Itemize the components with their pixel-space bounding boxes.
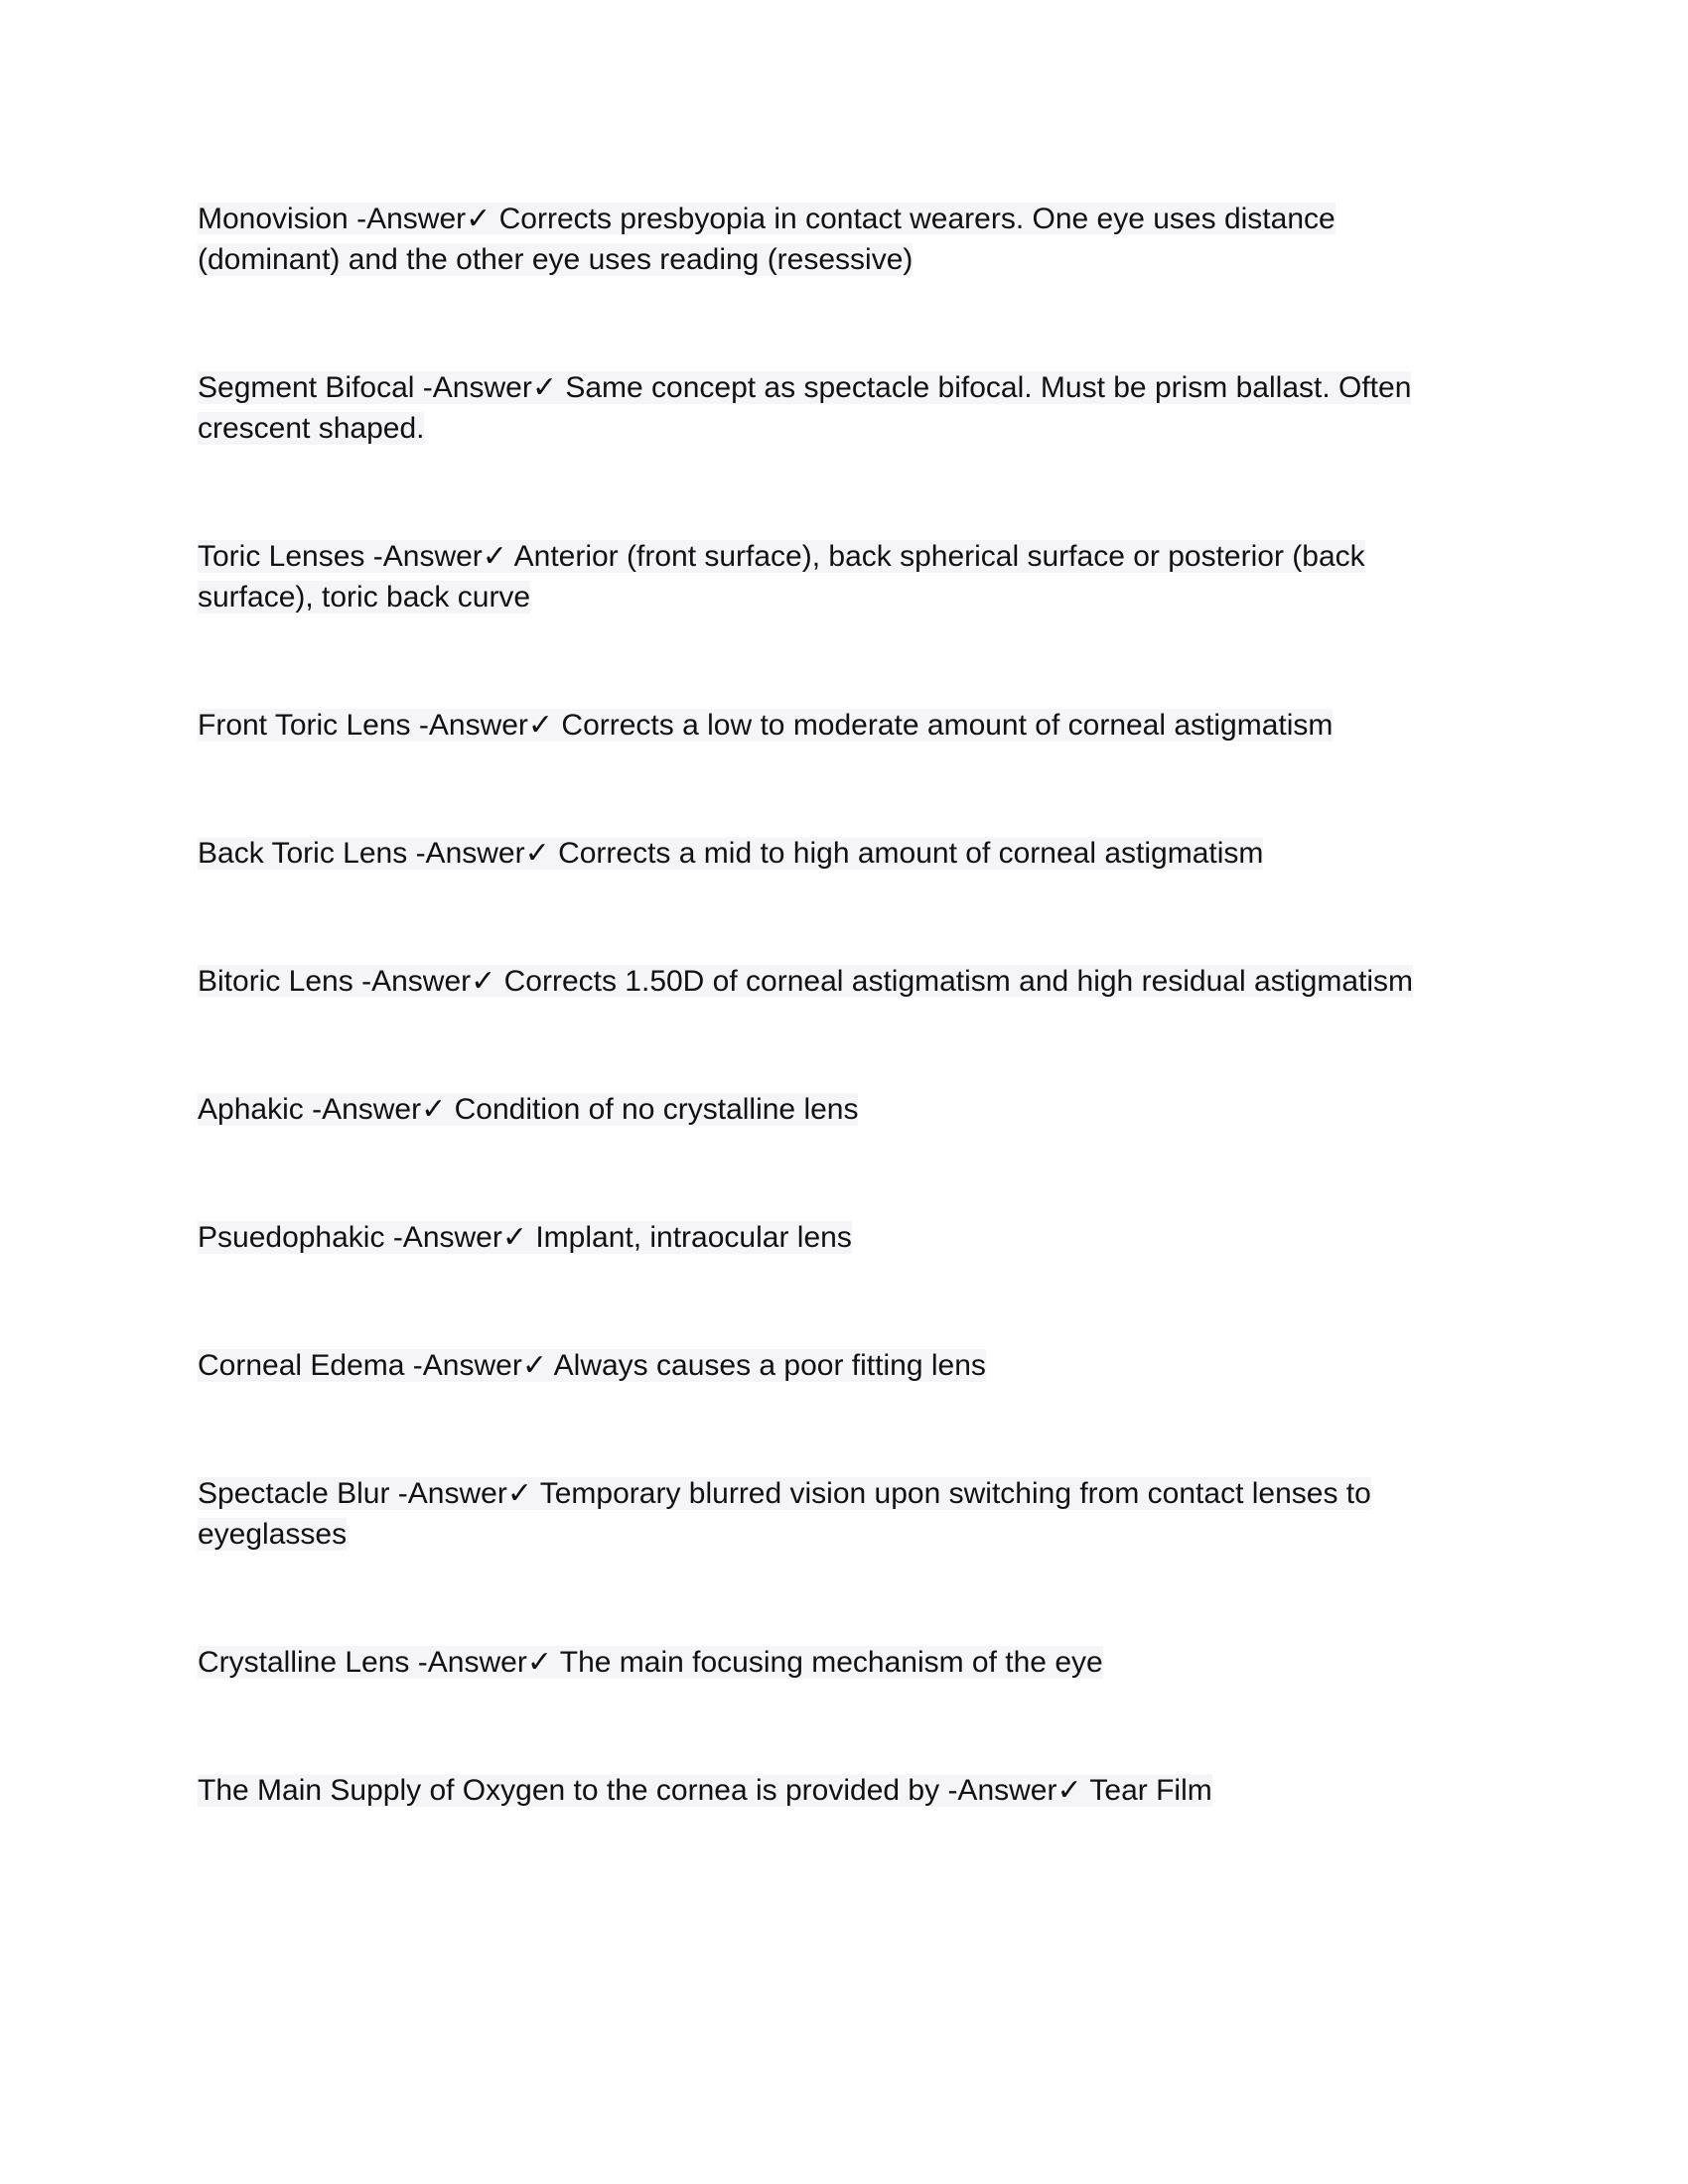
- qa-item-oxygen-supply: [198, 1770, 1449, 1811]
- check-icon: ✓: [526, 1646, 552, 1679]
- check-icon: ✓: [421, 1093, 447, 1126]
- check-icon: ✓: [524, 837, 550, 870]
- qa-highlight: [198, 1646, 1103, 1679]
- check-icon: ✓: [1056, 1774, 1082, 1807]
- qa-item-psuedophakic: [198, 1217, 1449, 1258]
- answer-separator: -Answer: [392, 1221, 502, 1254]
- qa-item-back-toric-lens: [198, 833, 1449, 874]
- qa-highlight: [198, 1093, 858, 1126]
- answer: Corrects a low to moderate amount of corneal astigmatism: [561, 709, 1334, 742]
- answer: Tear Film: [1089, 1774, 1212, 1807]
- term: Front Toric Lens: [198, 709, 411, 742]
- qa-item-crystalline-lens: [198, 1642, 1449, 1683]
- qa-item-spectacle-blur: [198, 1473, 1449, 1555]
- answer: Corrects a mid to high amount of corneal astigmatism: [558, 837, 1264, 870]
- answer-separator: -Answer: [412, 1349, 522, 1382]
- answer: Same concept as spectacle bifocal. Must be prism ballast. Often crescent shaped.: [198, 371, 1412, 445]
- term: Monovision: [198, 203, 349, 235]
- answer-separator: -Answer: [415, 837, 525, 870]
- check-icon: ✓: [527, 709, 554, 742]
- check-icon: ✓: [531, 371, 557, 404]
- term: Bitoric Lens: [198, 965, 353, 998]
- qa-item-aphakic: [198, 1089, 1449, 1130]
- qa-list: [198, 199, 1449, 1811]
- answer-separator: -Answer: [372, 540, 483, 573]
- term: Crystalline Lens: [198, 1646, 410, 1679]
- term: Spectacle Blur: [198, 1477, 390, 1510]
- term: Psuedophakic: [198, 1221, 385, 1254]
- term: The Main Supply of Oxygen to the cornea is provided by: [198, 1774, 940, 1807]
- answer: The main focusing mechanism of the eye: [559, 1646, 1103, 1679]
- term: Back Toric Lens: [198, 837, 408, 870]
- qa-highlight: [198, 203, 1336, 276]
- check-icon: ✓: [521, 1349, 547, 1382]
- term: Corneal Edema: [198, 1349, 405, 1382]
- term: Aphakic: [198, 1093, 304, 1126]
- qa-highlight: [198, 540, 1365, 614]
- answer-separator: -Answer: [422, 371, 532, 404]
- qa-highlight: [198, 1221, 852, 1254]
- qa-item-corneal-edema: [198, 1345, 1449, 1386]
- check-icon: ✓: [482, 540, 507, 573]
- check-icon: ✓: [501, 1221, 527, 1254]
- answer: Corrects 1.50D of corneal astigmatism and high residual astigmatism: [503, 965, 1414, 998]
- answer-separator: -Answer: [418, 709, 528, 742]
- qa-highlight: [198, 1349, 986, 1382]
- qa-highlight: [198, 1774, 1212, 1807]
- answer-separator: -Answer: [312, 1093, 422, 1126]
- answer: Anterior (front surface), back spherical surface or posterior (back surface), toric back curve: [198, 540, 1365, 614]
- check-icon: ✓: [466, 203, 492, 235]
- answer: Corrects presbyopia in contact wearers. One eye uses distance (dominant) and the other eye uses reading (resessive): [198, 203, 1336, 276]
- answer: Temporary blurred vision upon switching from contact lenses to eyeglasses: [198, 1477, 1371, 1551]
- term: Toric Lenses: [198, 540, 365, 573]
- answer-separator: -Answer: [397, 1477, 507, 1510]
- qa-highlight: [198, 371, 1411, 445]
- qa-item-segment-bifocal: [198, 367, 1449, 449]
- qa-item-toric-lenses: [198, 536, 1449, 617]
- answer-separator: -Answer: [361, 965, 472, 998]
- answer: Always causes a poor fitting lens: [553, 1349, 986, 1382]
- check-icon: ✓: [471, 965, 496, 998]
- qa-highlight: [198, 837, 1263, 870]
- qa-highlight: [198, 1477, 1371, 1551]
- qa-item-monovision: [198, 199, 1449, 280]
- check-icon: ✓: [506, 1477, 532, 1510]
- term: Segment Bifocal: [198, 371, 415, 404]
- answer: Condition of no crystalline lens: [454, 1093, 859, 1126]
- qa-highlight: [198, 709, 1333, 742]
- qa-item-bitoric-lens: [198, 961, 1449, 1002]
- answer-separator: -Answer: [947, 1774, 1057, 1807]
- qa-item-front-toric-lens: [198, 705, 1449, 746]
- answer-separator: -Answer: [417, 1646, 527, 1679]
- qa-highlight: [198, 965, 1413, 998]
- answer: Implant, intraocular lens: [535, 1221, 852, 1254]
- answer-separator: -Answer: [356, 203, 467, 235]
